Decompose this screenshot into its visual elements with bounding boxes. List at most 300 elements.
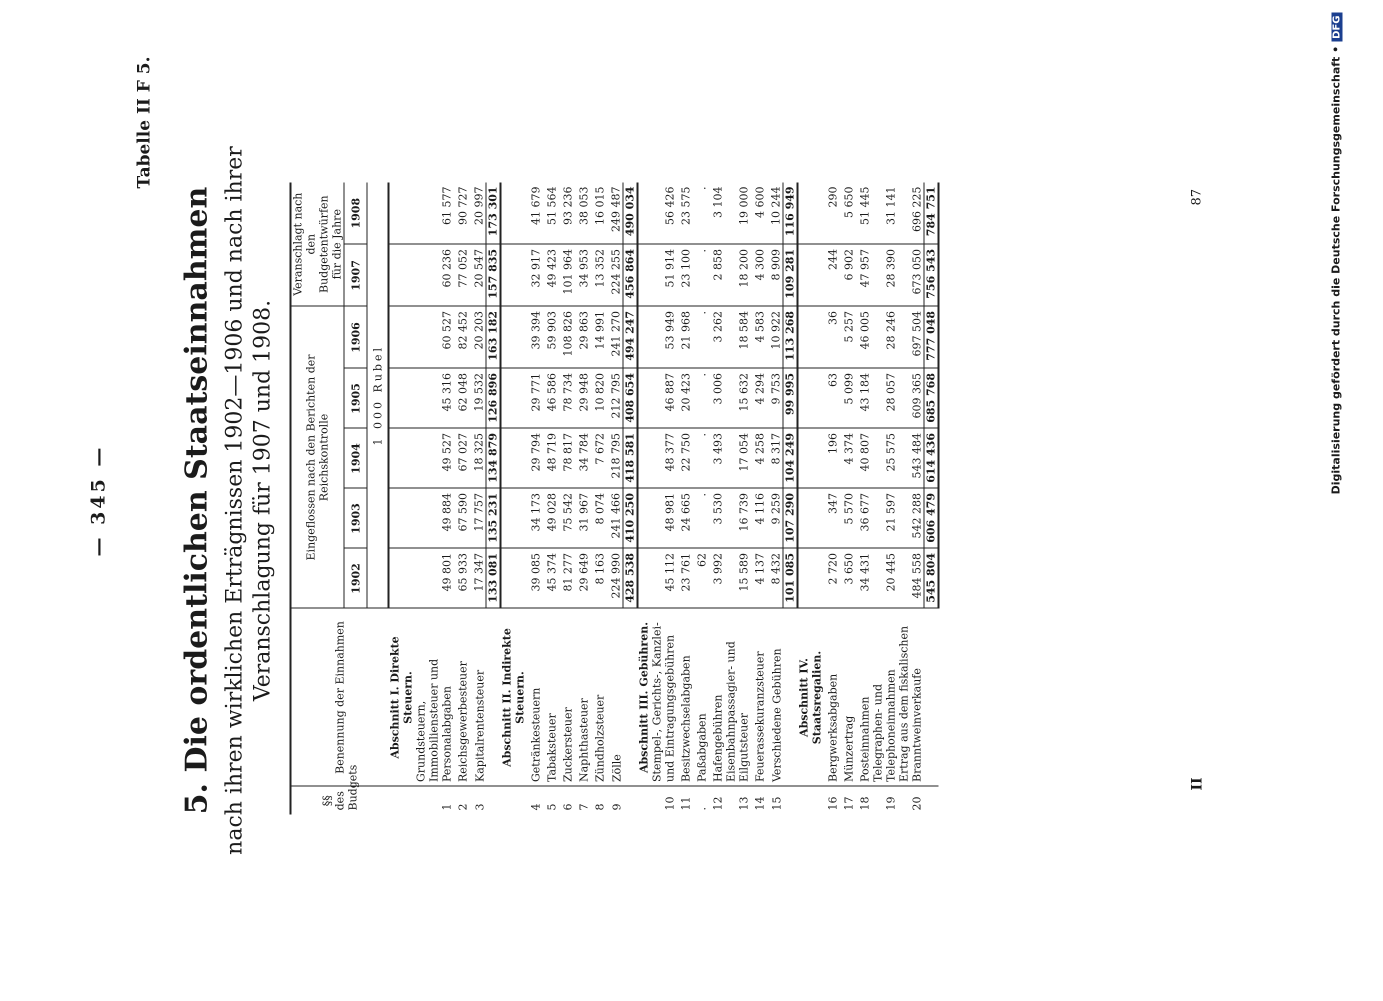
row-value: 25 575 [872,429,898,489]
empty-cell [798,549,824,609]
row-value: 23 575 [677,182,693,244]
row-value: 249 487 [607,182,624,244]
section-title: Abschnitt II. Indirekte Steuern. [501,609,527,787]
row-value: 48 981 [651,489,677,549]
table-row [751,182,767,814]
row-value: 81 277 [559,549,575,609]
row-value: 290 [824,182,840,244]
section-header-row [501,182,527,814]
dfg-logo: DFG [1332,13,1343,42]
row-value: 7 672 [591,429,607,489]
row-value: . [693,429,709,489]
row-value: 224 990 [607,549,624,609]
row-value: 15 589 [725,549,751,609]
total-value: 777 048 [924,306,939,368]
row-value: 212 795 [607,369,624,429]
header-year: 1902 [344,549,367,609]
total-value: 163 182 [486,306,501,368]
section-header-row [389,182,415,814]
row-value: 9 753 [767,369,784,429]
table-row [607,182,624,814]
credit-text: Digitalisierung gefördert durch die Deutsche Forschungsgemeinschaft • [1329,45,1343,495]
row-name: Ertrag aus dem fiskalischen Branntweinverkaufe [898,609,924,787]
section-total-row [623,182,638,814]
empty-cell [389,306,415,368]
row-name: Zündholzsteuer [591,609,607,787]
row-name: Münzertrag [840,609,856,787]
row-value: 28 057 [872,369,898,429]
table-row [767,182,784,814]
empty-cell [798,306,824,368]
row-value: 23 100 [677,244,693,306]
table-row [543,182,559,814]
row-name: Hafengebühren [709,609,725,787]
row-value: 10 244 [767,182,784,244]
header-year: 1907 [344,244,367,306]
row-value: 65 933 [454,549,470,609]
row-paragraph: 20 [910,796,924,811]
total-value: 614 436 [924,429,939,489]
row-name: Zölle [607,609,624,787]
total-value: 606 479 [924,489,939,549]
row-value: 3 104 [709,182,725,244]
row-value: 48 377 [651,429,677,489]
row-paragraph: 3 [473,803,486,811]
row-value: 18 200 [725,244,751,306]
row-paragraph: 7 [577,803,591,811]
row-value: 4 137 [751,549,767,609]
row-value: 41 679 [527,182,543,244]
section-total-row [924,182,939,814]
total-value: 109 281 [783,244,798,306]
row-value: 673 050 [898,244,924,306]
table-row [559,182,575,814]
row-value: 45 316 [415,369,454,429]
empty-cell [501,369,527,429]
section-header-row [798,182,824,814]
row-value: 36 [824,306,840,368]
row-value: 20 203 [470,306,487,368]
empty-cell [798,369,824,429]
table-row [415,182,454,814]
row-value: 16 739 [725,489,751,549]
total-value: 490 034 [623,182,638,244]
table-row [470,182,487,814]
row-paragraph: 1 [440,803,454,811]
row-value: 241 466 [607,489,624,549]
row-value: 9 259 [767,489,784,549]
empty-cell [389,787,415,815]
row-value: 51 564 [543,182,559,244]
row-value: 29 948 [575,369,591,429]
row-value: 18 325 [470,429,487,489]
row-value: 241 270 [607,306,624,368]
row-value: 62 [693,549,709,609]
row-value: 8 074 [591,489,607,549]
row-paragraph: 17 [842,796,856,811]
row-value: 36 677 [856,489,872,549]
empty-cell [501,549,527,609]
row-value: 4 583 [751,306,767,368]
row-value: 8 317 [767,429,784,489]
row-paragraph: 14 [753,796,767,811]
row-value: 39 394 [527,306,543,368]
total-value: 157 835 [486,244,501,306]
row-name: Eisenbahnpassagier- und Eilgutsteuer [725,609,751,787]
row-value: 34 431 [856,549,872,609]
total-value: 104 249 [783,429,798,489]
row-value: 29 771 [527,369,543,429]
row-value: 609 365 [898,369,924,429]
row-paragraph: 8 [593,803,607,811]
row-value: 18 584 [725,306,751,368]
row-value: 82 452 [454,306,470,368]
row-name: Telegraphen- und Telephoneinnahmen [872,609,898,787]
row-value: 8 163 [591,549,607,609]
empty-cell [798,244,824,306]
total-value: 99 995 [783,369,798,429]
row-value: 28 246 [872,306,898,368]
row-name: Grundsteuern, Immobiliensteuer und Personalabgaben [415,609,454,787]
page-title: 5. Die ordentlichen Staatseinnahmen [179,186,215,815]
row-value: 15 632 [725,369,751,429]
row-value: 4 300 [751,244,767,306]
row-value: 46 887 [651,369,677,429]
total-value: 494 247 [623,306,638,368]
total-value: 133 081 [486,549,501,609]
section-total-row [783,182,798,814]
row-name: Verschiedene Gebühren [767,609,784,787]
table-row [693,182,709,814]
row-value: 63 [824,369,840,429]
empty-cell [501,489,527,549]
row-value: 8 432 [767,549,784,609]
row-paragraph: 4 [529,803,543,811]
row-value: 4 294 [751,369,767,429]
empty-cell [798,182,824,244]
table-row [872,182,898,814]
row-name: Tabaksteuer [543,609,559,787]
row-value: 61 577 [415,182,454,244]
row-value: 34 173 [527,489,543,549]
total-value: 428 538 [623,549,638,609]
row-value: 45 374 [543,549,559,609]
row-name: Posteinnahmen [856,609,872,787]
row-name: Feuerassekuranzsteuer [751,609,767,787]
subtitle-line-1: nach ihren wirklichen Erträgnissen 1902—1906 und nach ihrer [222,146,248,855]
empty-cell [638,549,651,609]
row-name: Reichsgewerbesteuer [454,609,470,787]
row-value: 3 262 [709,306,725,368]
row-value: 3 650 [840,549,856,609]
empty-cell [783,609,798,787]
table-row [575,182,591,814]
table-body [389,182,939,814]
row-value: 10 922 [767,306,784,368]
row-value: 5 570 [840,489,856,549]
header-unit: 1 000 Rubel [367,182,389,608]
table-row [591,182,607,814]
header-received: Eingeflossen nach den Berichten der Reichskontrolle [291,306,345,608]
table-row [651,182,677,814]
row-value: 543 484 [898,429,924,489]
total-value: 410 250 [623,489,638,549]
row-name: Stempel-, Gerichts-, Kanzlei- und Eintragungsgebühren [651,609,677,787]
empty-cell [501,429,527,489]
empty-cell [638,244,651,306]
row-value: 67 027 [454,429,470,489]
total-value: 756 543 [924,244,939,306]
row-value: 90 727 [454,182,470,244]
empty-cell [623,609,638,787]
empty-cell [623,787,638,815]
row-value: 45 112 [651,549,677,609]
row-value: 29 863 [575,306,591,368]
row-value: 75 542 [559,489,575,549]
empty-cell [389,549,415,609]
empty-cell [501,306,527,368]
footer-signature-right: 87 [1189,188,1205,206]
row-value: 108 826 [559,306,575,368]
row-value: . [693,369,709,429]
table-row [454,182,470,814]
empty-cell [798,787,824,815]
total-value: 135 231 [486,489,501,549]
section-header-row [638,182,651,814]
row-value: 43 184 [856,369,872,429]
row-value: 2 858 [709,244,725,306]
row-value: 29 649 [575,549,591,609]
row-value: 3 530 [709,489,725,549]
row-value: 34 953 [575,244,591,306]
revenue-table [290,182,940,814]
row-value: 49 423 [543,244,559,306]
row-value: . [693,306,709,368]
empty-cell [638,489,651,549]
empty-cell [389,182,415,244]
row-value: 4 600 [751,182,767,244]
row-value: 21 597 [872,489,898,549]
row-value: 14 991 [591,306,607,368]
total-value: 545 804 [924,549,939,609]
row-value: 10 820 [591,369,607,429]
row-value: 101 964 [559,244,575,306]
row-value: 5 650 [840,182,856,244]
table-row [527,182,543,814]
row-value: 20 445 [872,549,898,609]
row-value: 93 236 [559,182,575,244]
row-value: 696 225 [898,182,924,244]
row-value: 24 665 [677,489,693,549]
row-value: 2 720 [824,549,840,609]
row-value: 51 914 [651,244,677,306]
row-value: 20 547 [470,244,487,306]
row-value: 28 390 [872,244,898,306]
row-value: 22 750 [677,429,693,489]
row-value: 6 902 [840,244,856,306]
row-value: 5 099 [840,369,856,429]
row-value: 4 116 [751,489,767,549]
row-paragraph: 5 [545,803,559,811]
row-paragraph: 16 [826,796,840,811]
empty-cell [924,787,939,815]
row-value: 19 532 [470,369,487,429]
row-value: 56 426 [651,182,677,244]
row-value: 20 997 [470,182,487,244]
header-year: 1908 [344,182,367,244]
row-paragraph: 10 [663,796,677,811]
row-value: 13 352 [591,244,607,306]
table-reference: Tabelle II F 5. [134,56,155,189]
page-number: — 345 — [87,444,110,557]
empty-cell [798,429,824,489]
row-paragraph: 13 [737,796,751,811]
row-value: 67 590 [454,489,470,549]
row-value: 20 423 [677,369,693,429]
rotated-page [0,1,1383,1001]
page-subtitle [222,1,278,1001]
row-value: 484 558 [898,549,924,609]
row-paragraph: . [695,807,709,811]
row-value: . [693,244,709,306]
total-value: 784 751 [924,182,939,244]
empty-cell [501,244,527,306]
row-value: 224 255 [607,244,624,306]
row-value: 31 141 [872,182,898,244]
row-value: 46 586 [543,369,559,429]
row-paragraph: 9 [610,803,623,811]
header-year: 1904 [344,429,367,489]
row-name: Naphthasteuer [575,609,591,787]
row-value: 48 719 [543,429,559,489]
row-value: 8 909 [767,244,784,306]
total-value: 126 896 [486,369,501,429]
row-value: 196 [824,429,840,489]
empty-cell [501,787,527,815]
row-value: 32 917 [527,244,543,306]
header-paragraph: §§ des Budgets [291,787,389,815]
row-value: 49 527 [415,429,454,489]
row-paragraph: 15 [770,796,783,811]
total-value: 408 654 [623,369,638,429]
row-value: 31 967 [575,489,591,549]
row-paragraph: 6 [561,803,575,811]
total-value: 418 581 [623,429,638,489]
row-value: 29 794 [527,429,543,489]
empty-cell [486,609,501,787]
row-value: 218 795 [607,429,624,489]
row-value: . [693,489,709,549]
footer-signature-left: II [1189,777,1206,791]
row-value: 49 801 [415,549,454,609]
total-value: 134 879 [486,429,501,489]
row-value: 78 734 [559,369,575,429]
row-value: 16 015 [591,182,607,244]
row-value: 3 493 [709,429,725,489]
row-value: 47 957 [856,244,872,306]
row-value: 244 [824,244,840,306]
row-value: 38 053 [575,182,591,244]
digitization-credit [1330,13,1343,495]
row-value: 3 992 [709,549,725,609]
table-row [677,182,693,814]
empty-cell [389,244,415,306]
row-name: Paßabgaben [693,609,709,787]
table-row [725,182,751,814]
row-name: Besitzwechselabgaben [677,609,693,787]
row-value: 40 807 [856,429,872,489]
total-value: 116 949 [783,182,798,244]
row-value: 17 054 [725,429,751,489]
row-value: 39 085 [527,549,543,609]
table-header [291,182,389,814]
header-budgeted: Veranschlagt nach den Budgetentwürfen für die Jahre [291,182,345,306]
total-value: 107 290 [783,489,798,549]
empty-cell [486,787,501,815]
row-value: 347 [824,489,840,549]
row-paragraph: 19 [884,796,898,811]
table-row [898,182,924,814]
row-value: 542 288 [898,489,924,549]
total-value: 101 085 [783,549,798,609]
section-total-row [486,182,501,814]
empty-cell [389,429,415,489]
row-value: 78 817 [559,429,575,489]
total-value: 456 864 [623,244,638,306]
empty-cell [638,306,651,368]
empty-cell [638,429,651,489]
row-value: 49 884 [415,489,454,549]
row-paragraph: 18 [858,796,872,811]
table-row [709,182,725,814]
row-value: 51 445 [856,182,872,244]
empty-cell [638,369,651,429]
row-value: 17 757 [470,489,487,549]
row-value: 77 052 [454,244,470,306]
header-name: Benennung der Einnahmen [291,609,389,787]
row-value: 3 006 [709,369,725,429]
row-value: 53 949 [651,306,677,368]
row-paragraph: 12 [711,796,725,811]
total-value: 173 301 [486,182,501,244]
section-title: Abschnitt I. Direkte Steuern. [389,609,415,787]
subtitle-line-2: Veranschlagung für 1907 und 1908. [250,299,276,702]
row-name: Zuckersteuer [559,609,575,787]
header-year: 1906 [344,306,367,368]
row-value: 17 347 [470,549,487,609]
row-paragraph: 11 [679,796,693,811]
total-value: 113 268 [783,306,798,368]
row-name: Kapitalrentensteuer [470,609,487,787]
row-value: 19 000 [725,182,751,244]
row-value: 23 761 [677,549,693,609]
empty-cell [798,489,824,549]
row-value: 697 504 [898,306,924,368]
row-value: 21 968 [677,306,693,368]
header-year: 1903 [344,489,367,549]
row-value: 5 257 [840,306,856,368]
row-name: Bergwerksabgaben [824,609,840,787]
section-title: Abschnitt IV. Staatsregalien. [798,609,824,787]
empty-cell [924,609,939,787]
table-row [840,182,856,814]
empty-cell [389,369,415,429]
row-value: 46 005 [856,306,872,368]
row-paragraph: 2 [456,803,470,811]
table-row [856,182,872,814]
row-value: 4 374 [840,429,856,489]
row-value: 60 236 [415,244,454,306]
